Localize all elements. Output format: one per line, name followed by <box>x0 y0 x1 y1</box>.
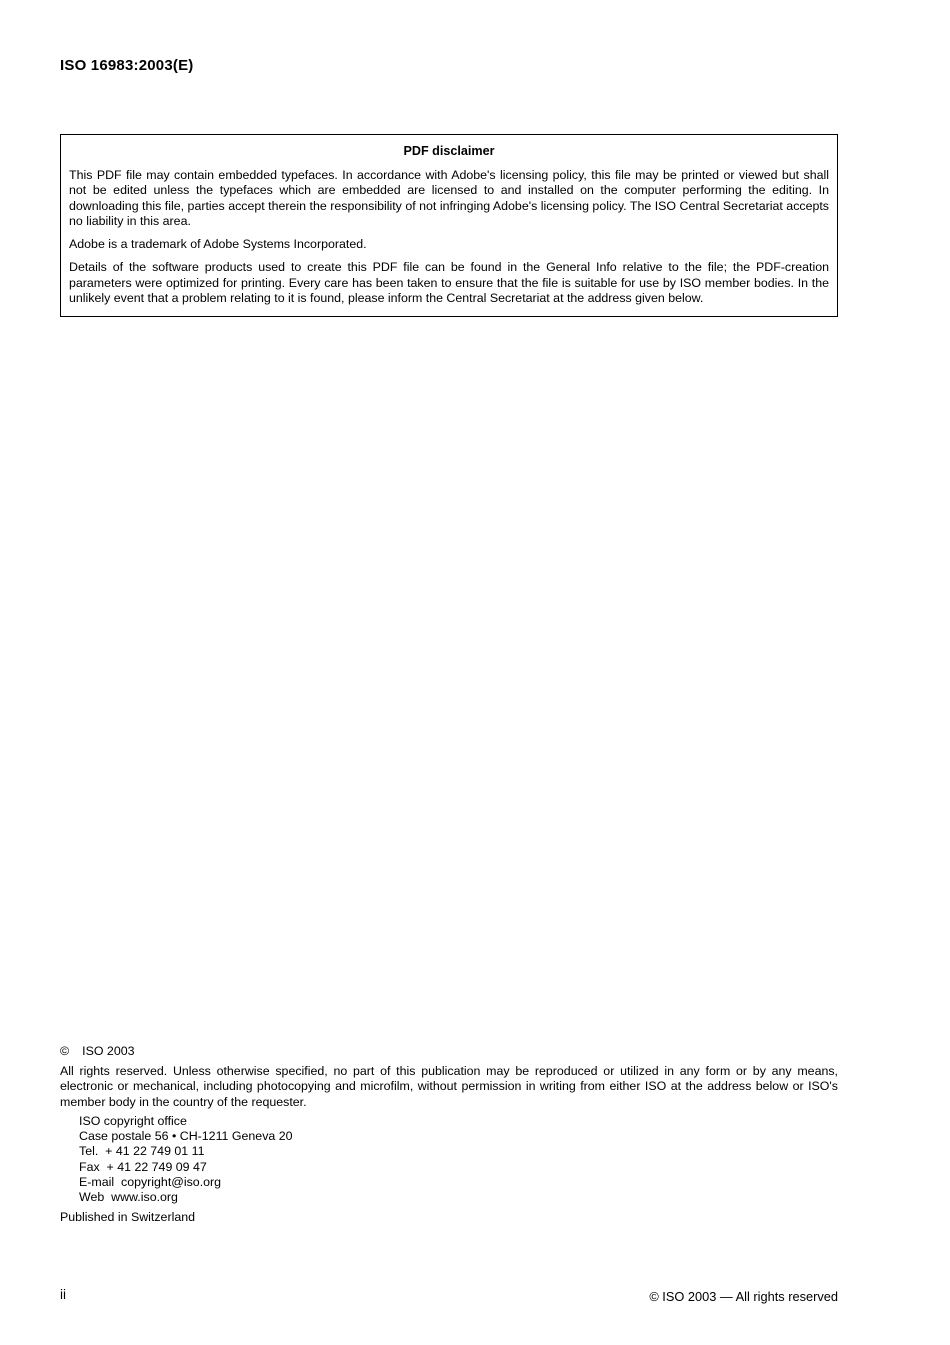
disclaimer-title: PDF disclaimer <box>403 144 495 158</box>
address-line-fax: Fax + 41 22 749 09 47 <box>79 1159 207 1174</box>
copyright-notice: All rights reserved. Unless otherwise specified, no part of this publication may be reproduced or utilized in any form or by any means, electronic or mechanical, including photocopying and microfilm, without permission in writing from either ISO at the address below or ISO's member body in the country of the requester. <box>60 1064 838 1109</box>
published-in-line: Published in Switzerland <box>60 1210 195 1224</box>
address-line-postal: Case postale 56 • CH-1211 Geneva 20 <box>79 1129 293 1144</box>
address-line-web: Web www.iso.org <box>79 1190 178 1205</box>
iso-copyright-office-address <box>79 1114 293 1205</box>
address-line-email: E-mail copyright@iso.org <box>79 1174 222 1189</box>
disclaimer-paragraph: Adobe is a trademark of Adobe Systems Incorporated. <box>69 237 367 252</box>
footer-copyright-notice: © ISO 2003 — All rights reserved <box>649 1289 838 1304</box>
disclaimer-paragraph: This PDF file may contain embedded typefaces. In accordance with Adobe's licensing policy, this file may be printed or viewed but shall not be edited unless the typefaces which are embedded are licensed to and installed on the computer performing the editing. In downloading this file, parties accept therein the responsibility of not infringing Adobe's licensing policy. The ISO Central Secretariat accepts no liability in this area. <box>69 168 829 228</box>
page-number: ii <box>60 1287 66 1302</box>
copyright-owner: ISO 2003 <box>82 1044 135 1058</box>
copyright-line <box>60 1044 135 1058</box>
disclaimer-paragraph: Details of the software products used to create this PDF file can be found in the General Info relative to the file; the PDF-creation parameters were optimized for printing. Every care has been taken to ensure that the file is suitable for use by ISO member bodies. In the unlikely event that a problem relating to it is found, please inform the Central Secretariat at the address given below. <box>69 260 829 306</box>
copyright-symbol: © <box>60 1044 70 1058</box>
address-line-tel: Tel. + 41 22 749 01 11 <box>79 1144 205 1159</box>
document-reference-header: ISO 16983:2003(E) <box>60 57 194 74</box>
pdf-disclaimer-box <box>60 134 838 317</box>
address-line-office: ISO copyright office <box>79 1114 187 1128</box>
